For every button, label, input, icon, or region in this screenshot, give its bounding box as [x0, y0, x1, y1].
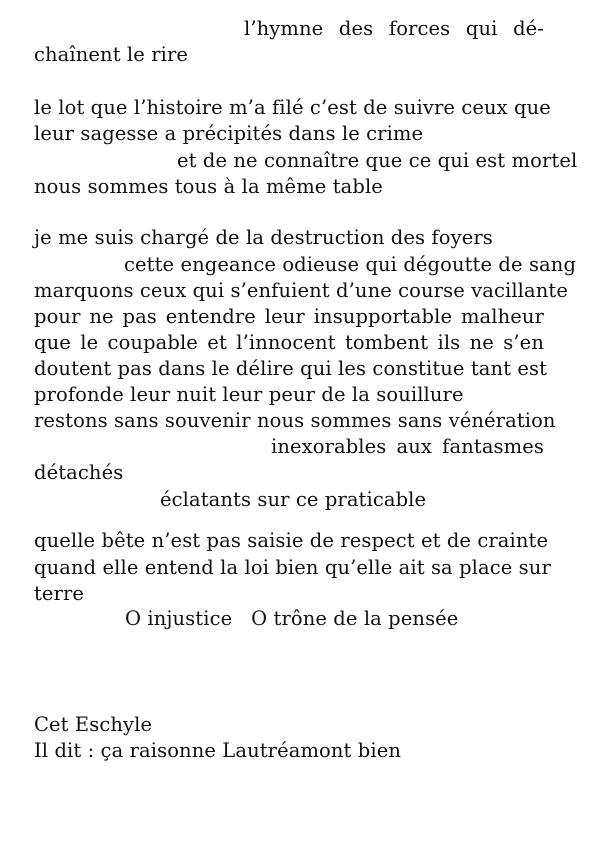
poem-line: et de ne connaître que ce qui est mortel: [177, 149, 578, 172]
poem-line: quand elle entend la loi bien qu’elle ait sa place sur: [34, 556, 551, 579]
poem-line: éclatants sur ce praticable: [160, 488, 427, 511]
poem-line: cette engeance odieuse qui dégoutte de sang: [124, 253, 577, 276]
poem-line: doutent pas dans le délire qui les constitue tant est: [34, 357, 548, 380]
poem-line: le lot que l’histoire m’a filé c’est de suivre ceux que: [34, 96, 551, 119]
poem-line: l’hymne des forces qui dé-: [244, 17, 544, 40]
poem-line: quelle bête n’est pas saisie de respect et de crainte: [34, 529, 549, 552]
coda-line: Il dit : ça raisonne Lautréamont bien: [34, 739, 401, 762]
poem-line: leur sagesse a précipités dans le crime: [34, 122, 424, 145]
poem-line: détachés: [34, 461, 124, 484]
poem-line: terre: [34, 582, 85, 605]
poem-line: pour ne pas entendre leur insupportable malheur: [34, 305, 544, 328]
poem-line: profonde leur nuit leur peur de la souillure: [34, 383, 464, 406]
poem-line: restons sans souvenir nous sommes sans vénération: [34, 409, 556, 432]
poem-line: inexorables aux fantasmes: [271, 435, 544, 458]
poem-line: nous sommes tous à la même table: [34, 175, 383, 198]
poem-line: O injustice O trône de la pensée: [125, 607, 459, 630]
coda-line: Cet Eschyle: [34, 713, 153, 736]
poem-line: je me suis chargé de la destruction des foyers: [34, 226, 493, 249]
poem-line: que le coupable et l’innocent tombent ils ne s’en: [34, 331, 544, 354]
poem-line: marquons ceux qui s’enfuient d’une course vacillante: [34, 279, 568, 302]
poem-line: chaînent le rire: [34, 43, 189, 66]
